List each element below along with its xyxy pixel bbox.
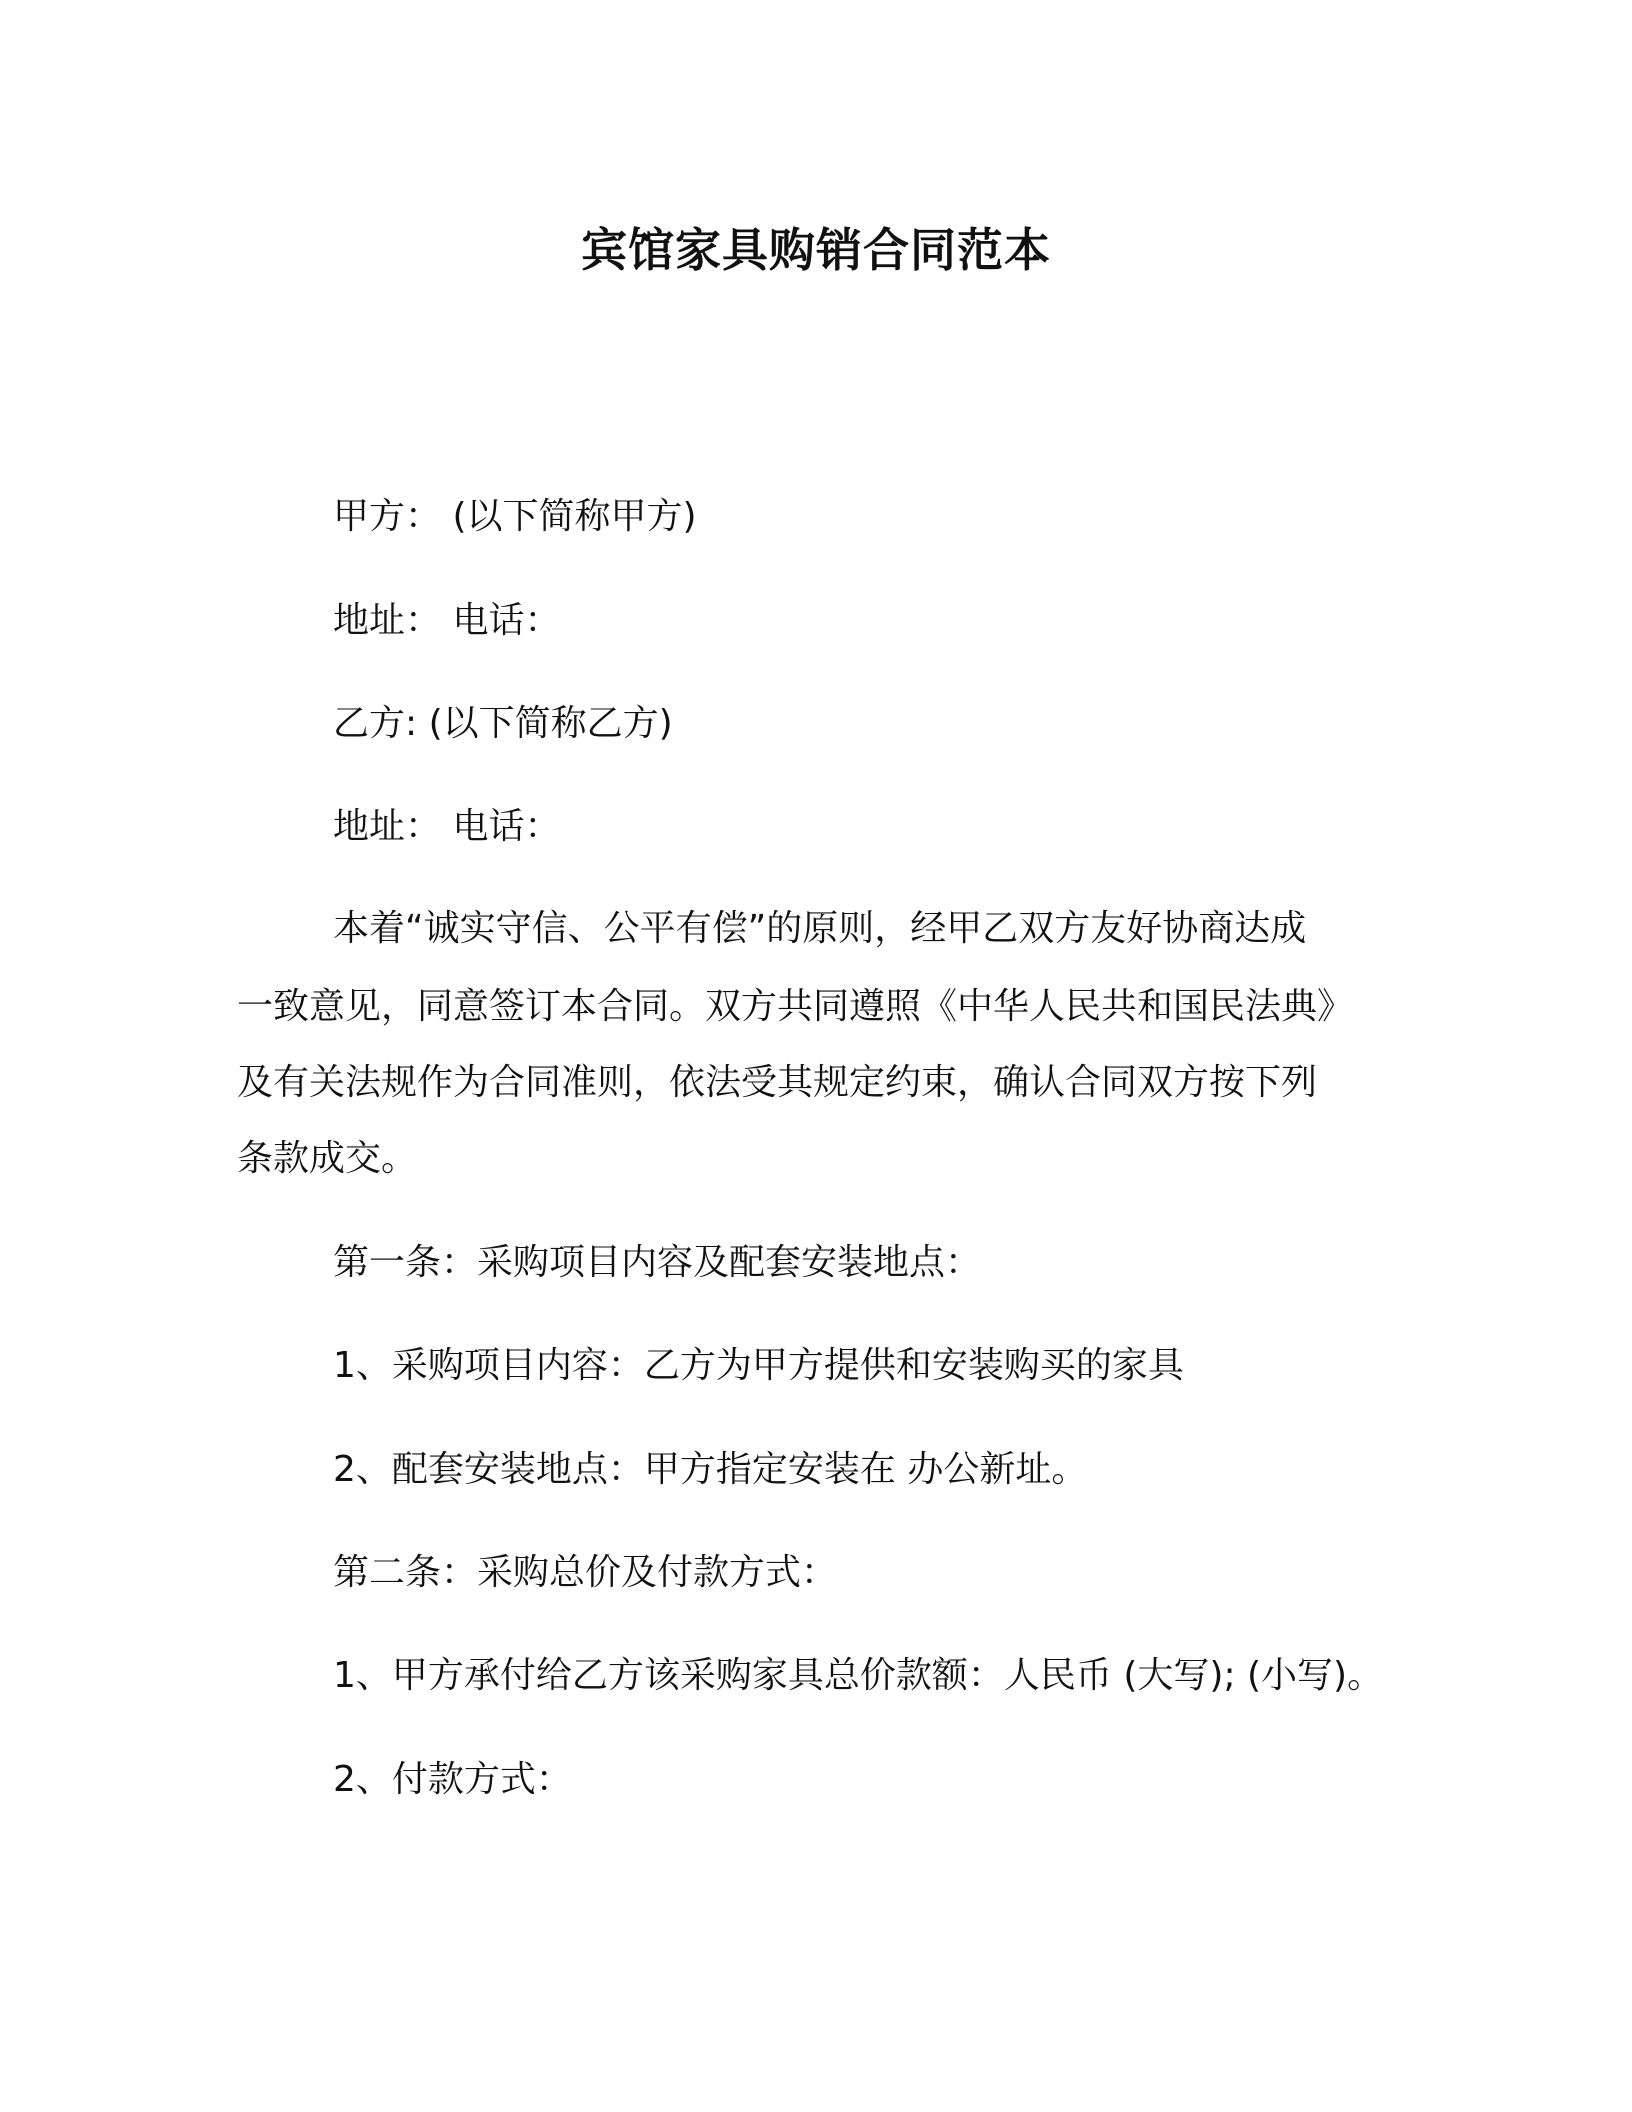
document-title: 宾馆家具购销合同范本 (581, 223, 1051, 277)
party-b-address-line: 地址： 电话： (333, 806, 561, 847)
preamble-line-3: 及有关法规作为合同准则，依法受其规定约束，确认合同双方按下列 (237, 1062, 1318, 1103)
preamble-line-2: 一致意见，同意签订本合同。双方共同遵照《中华人民共和国民法典》 (237, 986, 1354, 1027)
article1-item-1: 1、采购项目内容：乙方为甲方提供和安装购买的家具 (333, 1345, 1184, 1386)
party-b-line: 乙方: (以下简称乙方) (333, 703, 673, 744)
article2-item-1: 1、甲方承付给乙方该采购家具总价款额：人民币 (大写); (小写)。 (333, 1655, 1384, 1696)
article2-item-2: 2、付款方式： (333, 1759, 572, 1800)
party-a-address-line: 地址： 电话： (333, 600, 561, 641)
article2-heading: 第二条：采购总价及付款方式： (333, 1552, 838, 1593)
article1-heading: 第一条：采购项目内容及配套安装地点： (333, 1242, 982, 1283)
party-a-line: 甲方： (以下简称甲方) (333, 496, 697, 537)
article1-item-2: 2、配套安装地点：甲方指定安装在 办公新址。 (333, 1449, 1088, 1490)
preamble-line-1: 本着“诚实守信、公平有偿”的原则，经甲乙双方友好协商达成 (333, 908, 1307, 949)
preamble-line-4: 条款成交。 (237, 1138, 418, 1179)
